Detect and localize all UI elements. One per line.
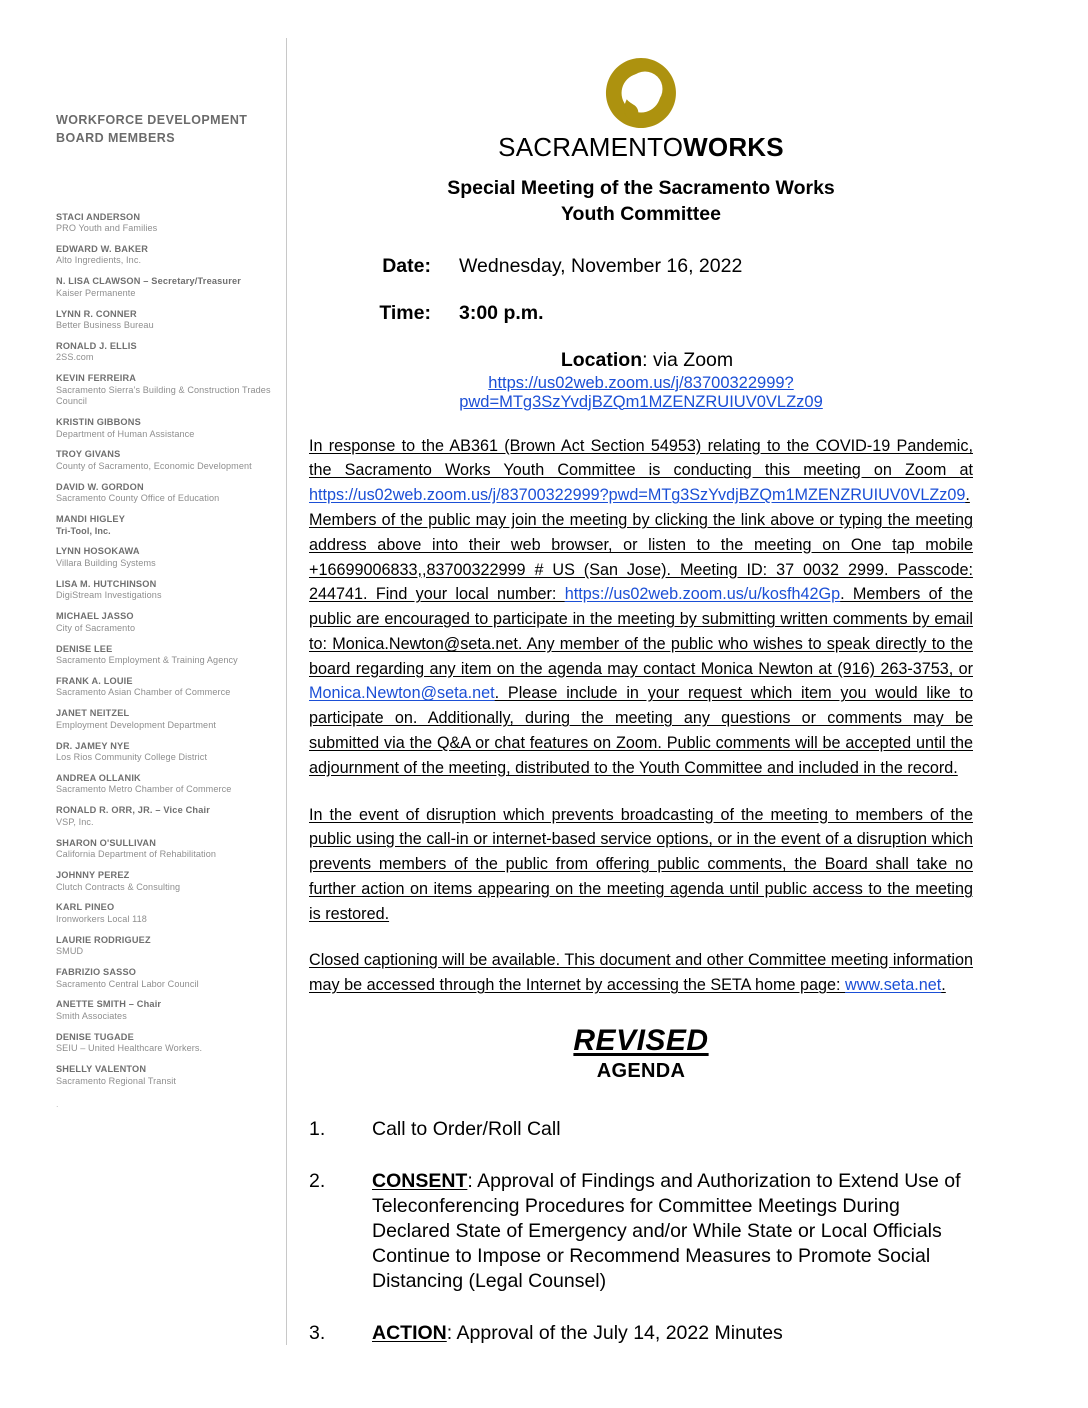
agenda-item-tag: CONSENT (372, 1169, 468, 1192)
board-member-entry (56, 212, 272, 235)
board-member-organization: Sacramento Sierra’s Building & Construction Trades Council (56, 384, 271, 407)
organization-logo (309, 56, 973, 160)
board-member-organization: Clutch Contracts & Consulting (56, 881, 181, 892)
meeting-time-label (309, 301, 459, 325)
board-member-name: SHELLY VALENTON (56, 1064, 147, 1075)
board-member-entry (56, 417, 272, 440)
agenda-item-number: 1. (309, 1118, 326, 1140)
board-member-organization: VSP, Inc. (56, 816, 94, 827)
board-member-name: MANDI HIGLEY (56, 514, 126, 525)
meeting-date-colon: : (424, 254, 431, 277)
board-member-name: DR. JAMEY NYE (56, 740, 130, 751)
column-divider-rule (286, 38, 287, 1345)
zoom-meeting-link-row (309, 374, 973, 412)
board-member-name: SHARON O'SULLIVAN (56, 837, 157, 848)
board-member-name: JANET NEITZEL (56, 708, 130, 719)
board-member-organization: Smith Associates (56, 1010, 127, 1021)
notice-zoom-link-1[interactable]: https://us02web.zoom.us/j/83700322999?pwd=MTg3SzYvdjBZQm1MZENZRUIUV0VLZz09 (309, 486, 966, 505)
notice-text-part-4: . Please include in your request which item you would like to participate on. Additionally, during the meeting any questions or comments may be submitted via the Q&A or chat features on Zoom. Public comments will be accepted until the adjournment of the meeting, distributed to the Youth Committee and included in the record. (309, 684, 973, 777)
board-member-entry (56, 579, 272, 602)
disruption-policy-paragraph: In the event of disruption which prevents broadcasting of the meeting to members of the public using the call-in or internet-based service options, or in the event of a disruption which prevents members of the public from offering public comments, the Board shall take no further action on items appearing on the meeting agenda until public access to the meeting is restored. (309, 805, 973, 923)
board-member-name: KARL PINEO (56, 902, 115, 913)
notice-zoom-local-number-link[interactable]: https://us02web.zoom.us/u/kosfh42Gp (564, 585, 841, 604)
agenda-item-number: 2. (309, 1169, 326, 1192)
board-member-entry (56, 741, 272, 764)
page-title-line-1: Special Meeting of the Sacramento Works (447, 177, 835, 199)
board-member-organization: Sacramento Regional Transit (56, 1075, 176, 1086)
board-member-name: FRANK A. LOUIE (56, 675, 133, 686)
notice-email-link[interactable]: Monica.Newton@seta.net (309, 684, 495, 703)
board-member-organization: Sacramento Central Labor Council (56, 978, 199, 989)
board-member-entry (56, 514, 272, 537)
board-member-organization: Sacramento Asian Chamber of Commerce (56, 687, 231, 698)
board-member-entry (56, 482, 272, 505)
board-member-organization: 2SS.com (56, 352, 94, 363)
meeting-location-label: Location (560, 348, 643, 371)
sacramento-works-ring-logo-icon (604, 56, 678, 130)
board-member-entry (56, 838, 272, 861)
logo-wordmark (309, 134, 973, 160)
agenda-item (309, 1117, 973, 1142)
meeting-date-label (309, 254, 459, 278)
board-member-entry (56, 773, 272, 796)
zoom-meeting-link[interactable]: https://us02web.zoom.us/j/83700322999?pwd=MTg3SzYvdjBZQm1MZENZRUIUV0VLZz09 (459, 373, 823, 411)
board-member-organization: Alto Ingredients, Inc. (56, 255, 142, 266)
agenda-item-description: Call to Order/Roll Call (372, 1118, 561, 1140)
board-member-organization: Sacramento County Office of Education (56, 493, 220, 504)
board-member-entry (56, 1064, 272, 1087)
page-title-line-2: Youth Committee (561, 202, 721, 225)
meeting-date-value: Wednesday, November 16, 2022 (459, 254, 743, 277)
meeting-date-row (309, 254, 973, 278)
board-member-entry (56, 309, 272, 332)
logo-wordmark-bold: WORKS (683, 132, 784, 162)
board-member-organization: County of Sacramento, Economic Development (56, 460, 252, 471)
board-member-organization: Sacramento Metro Chamber of Commerce (56, 784, 232, 795)
board-member-entry (56, 999, 272, 1022)
agenda-item-text (372, 1117, 973, 1142)
board-member-name: LISA M. HUTCHINSON (56, 578, 157, 589)
board-member-name: ANETTE SMITH – Chair (56, 999, 162, 1010)
agenda-item-text (372, 1169, 973, 1294)
board-member-entry (56, 546, 272, 569)
agenda-item (309, 1169, 973, 1294)
board-member-organization: Kaiser Permanente (56, 287, 136, 298)
board-member-entry (56, 902, 272, 925)
board-member-organization: Sacramento Employment & Training Agency (56, 655, 238, 666)
sidebar-trailing-mark: . (56, 1099, 59, 1110)
captioning-text-part-1: Closed captioning will be available. This document and other Committee meeting information may be accessed through the Internet by accessing the SETA home page: (309, 951, 973, 995)
board-member-organization: Ironworkers Local 118 (56, 913, 147, 924)
board-member-name: ANDREA OLLANIK (56, 772, 141, 783)
board-member-entry (56, 644, 272, 667)
agenda-item-text (372, 1321, 973, 1346)
board-member-name: MICHAEL JASSO (56, 611, 134, 622)
board-member-entry (56, 341, 272, 364)
page-title (309, 176, 973, 228)
board-member-entry (56, 708, 272, 731)
board-members-sidebar (56, 112, 272, 1109)
agenda-item-description: : Approval of Findings and Authorization to Extend Use of Teleconferencing Procedures for Committee Meetings During Declared State of Emergency and/or While State or Local Officials Continue to Impose or Recommend Measures to Promote Social Distancing (Legal Counsel) (372, 1169, 961, 1292)
board-member-name: LAURIE RODRIGUEZ (56, 934, 151, 945)
board-member-name: RONALD R. ORR, JR. – Vice Chair (56, 805, 210, 816)
meeting-time-row (309, 301, 973, 325)
notice-text-part-1: In response to the AB361 (Brown Act Section 54953) relating to the COVID-19 Pandemic, the Sacramento Works Youth Committee is conducting this meeting on Zoom at (309, 436, 973, 480)
meeting-location-row (309, 349, 973, 372)
seta-home-page-link[interactable]: www.seta.net (845, 976, 942, 995)
board-member-name: JOHNNY PEREZ (56, 870, 130, 881)
meeting-time-value: 3:00 p.m. (459, 302, 544, 325)
board-member-entry (56, 611, 272, 634)
agenda-item-tag: ACTION (372, 1321, 447, 1344)
teleconference-notice-paragraph (309, 434, 973, 781)
meeting-time-label-text: Time (379, 302, 425, 325)
board-member-entry (56, 1032, 272, 1055)
board-member-name: DENISE TUGADE (56, 1031, 134, 1042)
agenda-item (309, 1321, 973, 1346)
board-member-entry (56, 870, 272, 893)
board-member-name: N. LISA CLAWSON – Secretary/Treasurer (56, 276, 242, 287)
board-member-name: FABRIZIO SASSO (56, 967, 137, 978)
board-member-organization: PRO Youth and Families (56, 223, 158, 233)
sidebar-heading-line-1: WORKFORCE DEVELOPMENT (56, 113, 248, 127)
meeting-location-value: : via Zoom (642, 348, 734, 371)
board-member-name: KEVIN FERREIRA (56, 373, 137, 384)
agenda-item-description: : Approval of the July 14, 2022 Minutes (446, 1321, 783, 1344)
board-member-entry (56, 373, 272, 407)
closed-captioning-paragraph (309, 948, 973, 998)
board-member-organization: SEIU – United Healthcare Workers. (56, 1043, 203, 1054)
board-member-entry (56, 244, 272, 267)
board-member-entry (56, 449, 272, 472)
board-member-organization: Villara Building Systems (56, 557, 156, 568)
captioning-text-part-2: . (941, 976, 946, 995)
board-member-name: LYNN HOSOKAWA (56, 546, 140, 557)
board-member-organization: Los Rios Community College District (56, 752, 208, 763)
agenda-items-list (309, 1117, 973, 1346)
agenda-heading: AGENDA (596, 1060, 686, 1082)
board-member-name: DENISE LEE (56, 643, 113, 654)
agenda-item-number: 3. (309, 1321, 326, 1344)
notice-text-part-2: . Members of the public may join the meeting by clicking the link above or typing the meeting address above into their web browser, or listen to the meeting on One tap mobile +16699006833,,83700322999 # US (San Jose). Meeting ID: 37 0032 2999. Passcode: 244741. Find your local number: (309, 486, 973, 604)
logo-wordmark-light: SACRAMENTO (498, 132, 684, 162)
board-member-organization: City of Sacramento (56, 622, 136, 633)
board-member-name: KRISTIN GIBBONS (56, 417, 141, 428)
sidebar-heading (56, 112, 272, 148)
board-member-organization: Tri-Tool, Inc. (56, 525, 111, 536)
board-member-organization: DigiStream Investigations (56, 590, 162, 601)
board-member-entry (56, 276, 272, 299)
meeting-date-label-text: Date (382, 254, 425, 277)
revised-heading: REVISED (573, 1024, 709, 1057)
board-member-name: DAVID W. GORDON (56, 481, 144, 492)
board-member-name: STACI ANDERSON (56, 211, 141, 222)
board-member-name: TROY GIVANS (56, 449, 121, 460)
board-member-entry (56, 967, 272, 990)
board-member-name: EDWARD W. BAKER (56, 243, 149, 254)
board-members-list (56, 212, 272, 1088)
sidebar-heading-line-2: BOARD MEMBERS (56, 130, 176, 145)
board-member-organization: Department of Human Assistance (56, 428, 195, 439)
board-member-name: LYNN R. CONNER (56, 308, 137, 319)
meeting-time-colon: : (424, 302, 431, 325)
board-member-organization: California Department of Rehabilitation (56, 849, 217, 860)
board-member-entry (56, 805, 272, 828)
board-member-name: RONALD J. ELLIS (56, 340, 137, 351)
board-member-organization: Employment Development Department (56, 719, 216, 730)
document-body (309, 56, 973, 1373)
board-member-entry (56, 676, 272, 699)
board-member-entry (56, 935, 272, 958)
board-member-organization: SMUD (56, 946, 84, 957)
notice-text-part-3: . Members of the public are encouraged to participate in the meeting by submitting written comments by email to: Monica.Newton@seta.net. Any member of the public who wishes to speak directly to the board regarding any item on the agenda may contact Monica Newton at (916) 263-3753, or (309, 585, 973, 678)
board-member-organization: Better Business Bureau (56, 320, 154, 331)
